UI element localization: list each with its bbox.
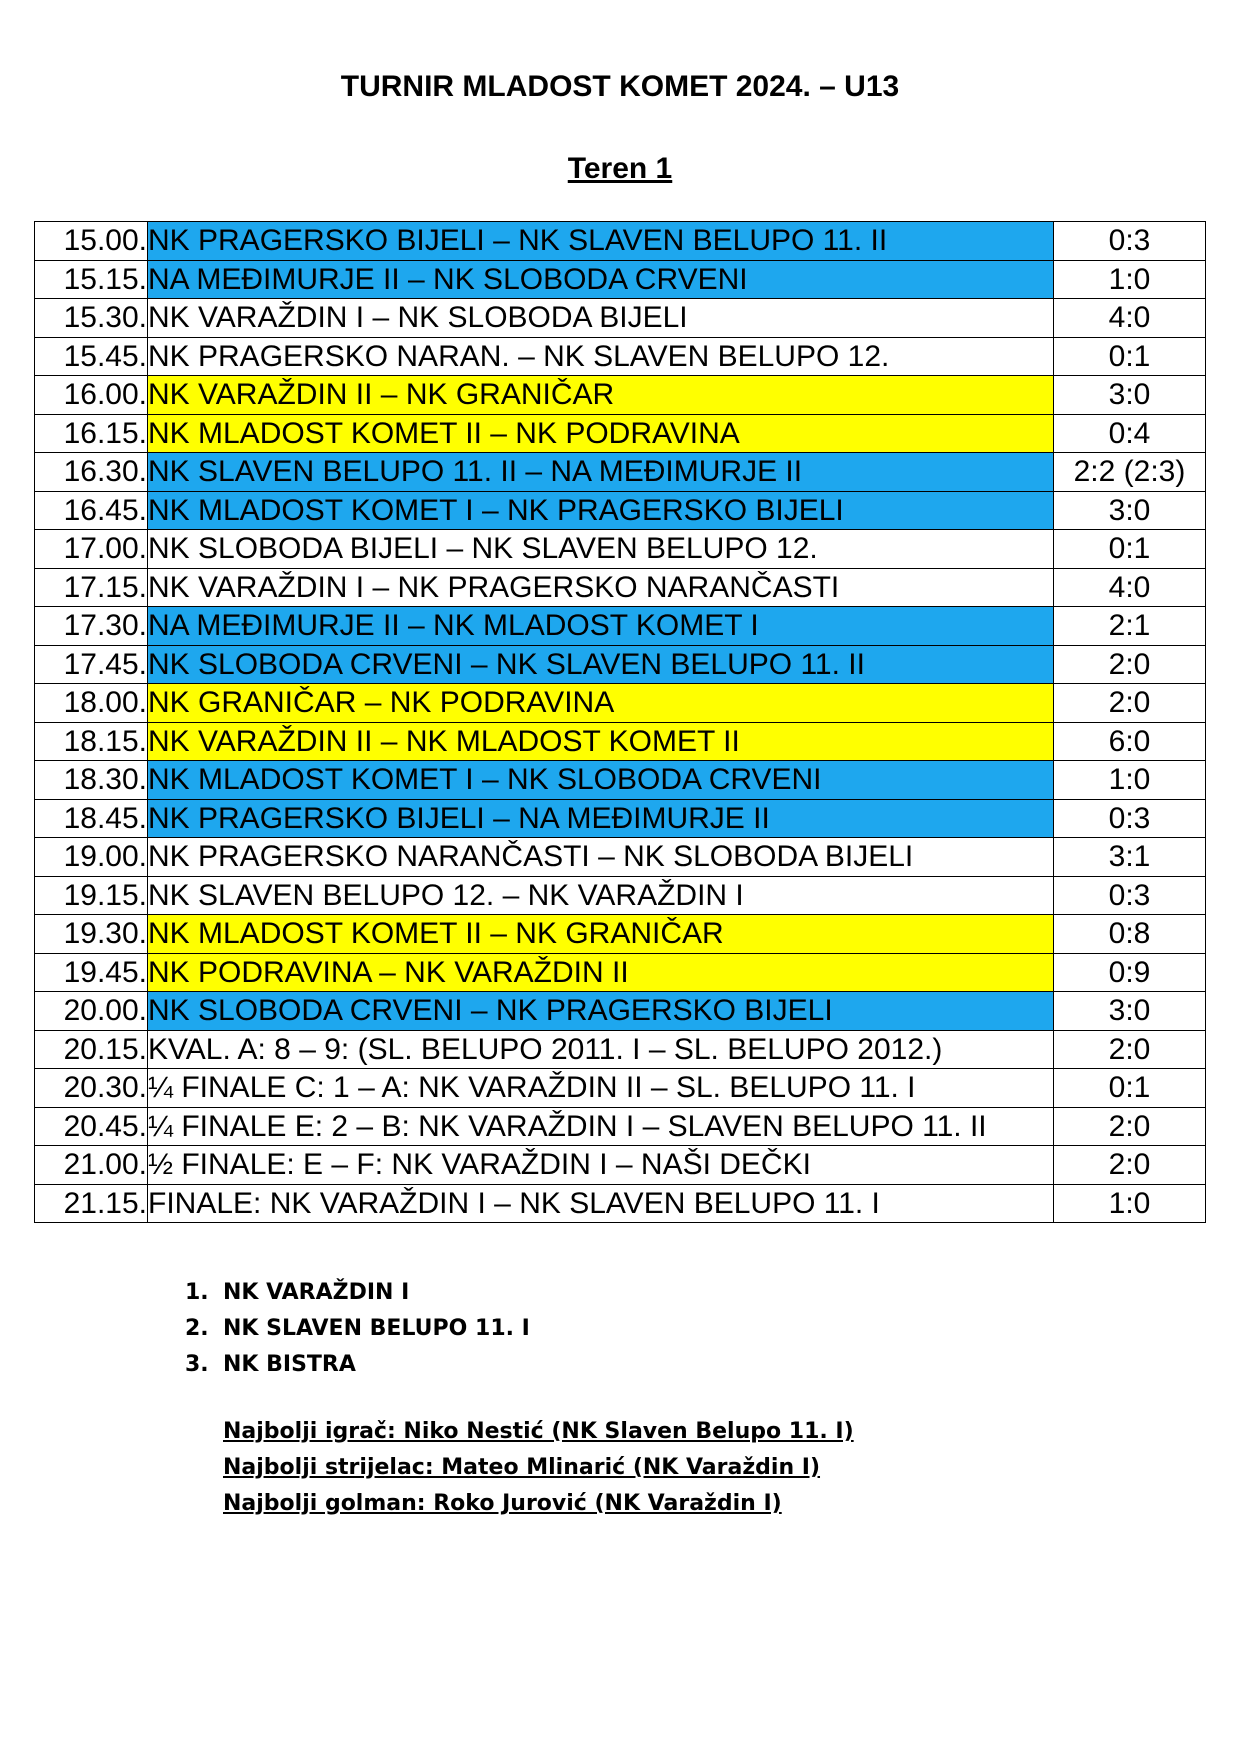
match-score: 2:0 [1054, 1146, 1206, 1185]
match-time: 15.30. [35, 299, 148, 338]
match-row [35, 530, 1206, 569]
match-row [35, 1184, 1206, 1223]
match-row [35, 491, 1206, 530]
match-row [35, 876, 1206, 915]
match-teams: NA MEĐIMURJE II – NK MLADOST KOMET I [148, 607, 1054, 646]
match-teams: NK VARAŽDIN I – NK PRAGERSKO NARANČASTI [148, 568, 1054, 607]
match-row [35, 799, 1206, 838]
match-score: 2:0 [1054, 645, 1206, 684]
match-score: 3:0 [1054, 992, 1206, 1031]
match-row [35, 1069, 1206, 1108]
match-teams: NK PRAGERSKO NARANČASTI – NK SLOBODA BIJELI [148, 838, 1054, 877]
standing-item [185, 1347, 530, 1383]
match-time: 20.00. [35, 992, 148, 1031]
match-time: 21.15. [35, 1184, 148, 1223]
match-teams: NK SLOBODA CRVENI – NK SLAVEN BELUPO 11. II [148, 645, 1054, 684]
match-teams: NK GRANIČAR – NK PODRAVINA [148, 684, 1054, 723]
match-teams: NK VARAŽDIN I – NK SLOBODA BIJELI [148, 299, 1054, 338]
match-time: 18.45. [35, 799, 148, 838]
match-time: 19.15. [35, 876, 148, 915]
match-teams: NK MLADOST KOMET II – NK PODRAVINA [148, 414, 1054, 453]
match-teams: NK PRAGERSKO BIJELI – NK SLAVEN BELUPO 11. II [148, 222, 1054, 261]
match-row [35, 992, 1206, 1031]
match-score: 0:8 [1054, 915, 1206, 954]
match-teams: ½ FINALE: E – F: NK VARAŽDIN I – NAŠI DEČKI [148, 1146, 1054, 1185]
match-teams: NK SLOBODA CRVENI – NK PRAGERSKO BIJELI [148, 992, 1054, 1031]
match-score: 4:0 [1054, 299, 1206, 338]
match-teams: NA MEĐIMURJE II – NK SLOBODA CRVENI [148, 260, 1054, 299]
match-score: 0:4 [1054, 414, 1206, 453]
match-time: 19.30. [35, 915, 148, 954]
match-score: 1:0 [1054, 1184, 1206, 1223]
match-score: 2:0 [1054, 1107, 1206, 1146]
match-score: 0:9 [1054, 953, 1206, 992]
match-time: 18.00. [35, 684, 148, 723]
match-row [35, 453, 1206, 492]
match-time: 16.45. [35, 491, 148, 530]
match-score: 2:1 [1054, 607, 1206, 646]
match-row [35, 376, 1206, 415]
standing-rank: 1. [185, 1280, 209, 1305]
match-time: 20.15. [35, 1030, 148, 1069]
match-time: 17.15. [35, 568, 148, 607]
award-line: Najbolji igrač: Niko Nestić (NK Slaven Belupo 11. I) [223, 1419, 854, 1444]
match-time: 15.00. [35, 222, 148, 261]
match-row [35, 722, 1206, 761]
match-score: 2:0 [1054, 1030, 1206, 1069]
standing-item [185, 1275, 530, 1311]
match-time: 19.45. [35, 953, 148, 992]
match-score: 6:0 [1054, 722, 1206, 761]
match-teams: NK PRAGERSKO NARAN. – NK SLAVEN BELUPO 12. [148, 337, 1054, 376]
match-time: 16.00. [35, 376, 148, 415]
match-time: 19.00. [35, 838, 148, 877]
match-teams: NK MLADOST KOMET I – NK SLOBODA CRVENI [148, 761, 1054, 800]
match-row [35, 838, 1206, 877]
match-score: 3:0 [1054, 376, 1206, 415]
page-title: TURNIR MLADOST KOMET 2024. – U13 [340, 70, 900, 103]
match-row [35, 260, 1206, 299]
match-time: 18.15. [35, 722, 148, 761]
match-time: 16.30. [35, 453, 148, 492]
match-teams: FINALE: NK VARAŽDIN I – NK SLAVEN BELUPO 11. I [148, 1184, 1054, 1223]
match-score: 1:0 [1054, 260, 1206, 299]
schedule-table [34, 221, 1206, 1223]
match-score: 2:0 [1054, 684, 1206, 723]
match-time: 16.15. [35, 414, 148, 453]
match-teams: NK PODRAVINA – NK VARAŽDIN II [148, 953, 1054, 992]
match-score: 2:2 (2:3) [1054, 453, 1206, 492]
match-score: 0:3 [1054, 876, 1206, 915]
subtitle-text: Teren 1 [567, 152, 673, 185]
standing-item [185, 1311, 530, 1347]
match-score: 0:1 [1054, 337, 1206, 376]
match-teams: NK MLADOST KOMET II – NK GRANIČAR [148, 915, 1054, 954]
match-score: 3:1 [1054, 838, 1206, 877]
standing-team: NK BISTRA [223, 1352, 356, 1377]
match-time: 15.15. [35, 260, 148, 299]
match-score: 1:0 [1054, 761, 1206, 800]
match-teams: ¼ FINALE E: 2 – B: NK VARAŽDIN I – SLAVEN BELUPO 11. II [148, 1107, 1054, 1146]
match-row [35, 761, 1206, 800]
match-teams: KVAL. A: 8 – 9: (SL. BELUPO 2011. I – SL. BELUPO 2012.) [148, 1030, 1054, 1069]
match-score: 0:1 [1054, 530, 1206, 569]
match-teams: NK PRAGERSKO BIJELI – NA MEĐIMURJE II [148, 799, 1054, 838]
standing-team: NK SLAVEN BELUPO 11. I [223, 1316, 530, 1341]
match-time: 21.00. [35, 1146, 148, 1185]
match-teams: NK MLADOST KOMET I – NK PRAGERSKO BIJELI [148, 491, 1054, 530]
match-score: 0:3 [1054, 799, 1206, 838]
page-subtitle [0, 152, 1240, 186]
award-line: Najbolji golman: Roko Jurović (NK Varaždin I) [223, 1491, 782, 1516]
match-row [35, 1030, 1206, 1069]
match-time: 17.00. [35, 530, 148, 569]
match-teams: NK SLAVEN BELUPO 12. – NK VARAŽDIN I [148, 876, 1054, 915]
match-row [35, 299, 1206, 338]
match-row [35, 645, 1206, 684]
match-row [35, 568, 1206, 607]
awards-list [223, 1414, 854, 1522]
match-score: 3:0 [1054, 491, 1206, 530]
match-time: 15.45. [35, 337, 148, 376]
match-teams: NK VARAŽDIN II – NK GRANIČAR [148, 376, 1054, 415]
match-time: 17.30. [35, 607, 148, 646]
match-row [35, 337, 1206, 376]
award-line: Najbolji strijelac: Mateo Mlinarić (NK Varaždin I) [223, 1455, 821, 1480]
match-row [35, 1146, 1206, 1185]
match-row [35, 222, 1206, 261]
match-teams: NK SLOBODA BIJELI – NK SLAVEN BELUPO 12. [148, 530, 1054, 569]
match-row [35, 607, 1206, 646]
final-standings [185, 1275, 530, 1383]
match-time: 17.45. [35, 645, 148, 684]
match-time: 18.30. [35, 761, 148, 800]
match-row [35, 684, 1206, 723]
match-score: 0:3 [1054, 222, 1206, 261]
match-teams: ¼ FINALE C: 1 – A: NK VARAŽDIN II – SL. BELUPO 11. I [148, 1069, 1054, 1108]
standing-rank: 2. [185, 1316, 209, 1341]
match-time: 20.45. [35, 1107, 148, 1146]
standing-team: NK VARAŽDIN I [223, 1280, 410, 1305]
match-row [35, 915, 1206, 954]
match-score: 0:1 [1054, 1069, 1206, 1108]
match-teams: NK SLAVEN BELUPO 11. II – NA MEĐIMURJE II [148, 453, 1054, 492]
match-time: 20.30. [35, 1069, 148, 1108]
match-row [35, 1107, 1206, 1146]
match-row [35, 414, 1206, 453]
match-row [35, 953, 1206, 992]
standing-rank: 3. [185, 1352, 209, 1377]
match-score: 4:0 [1054, 568, 1206, 607]
match-teams: NK VARAŽDIN II – NK MLADOST KOMET II [148, 722, 1054, 761]
